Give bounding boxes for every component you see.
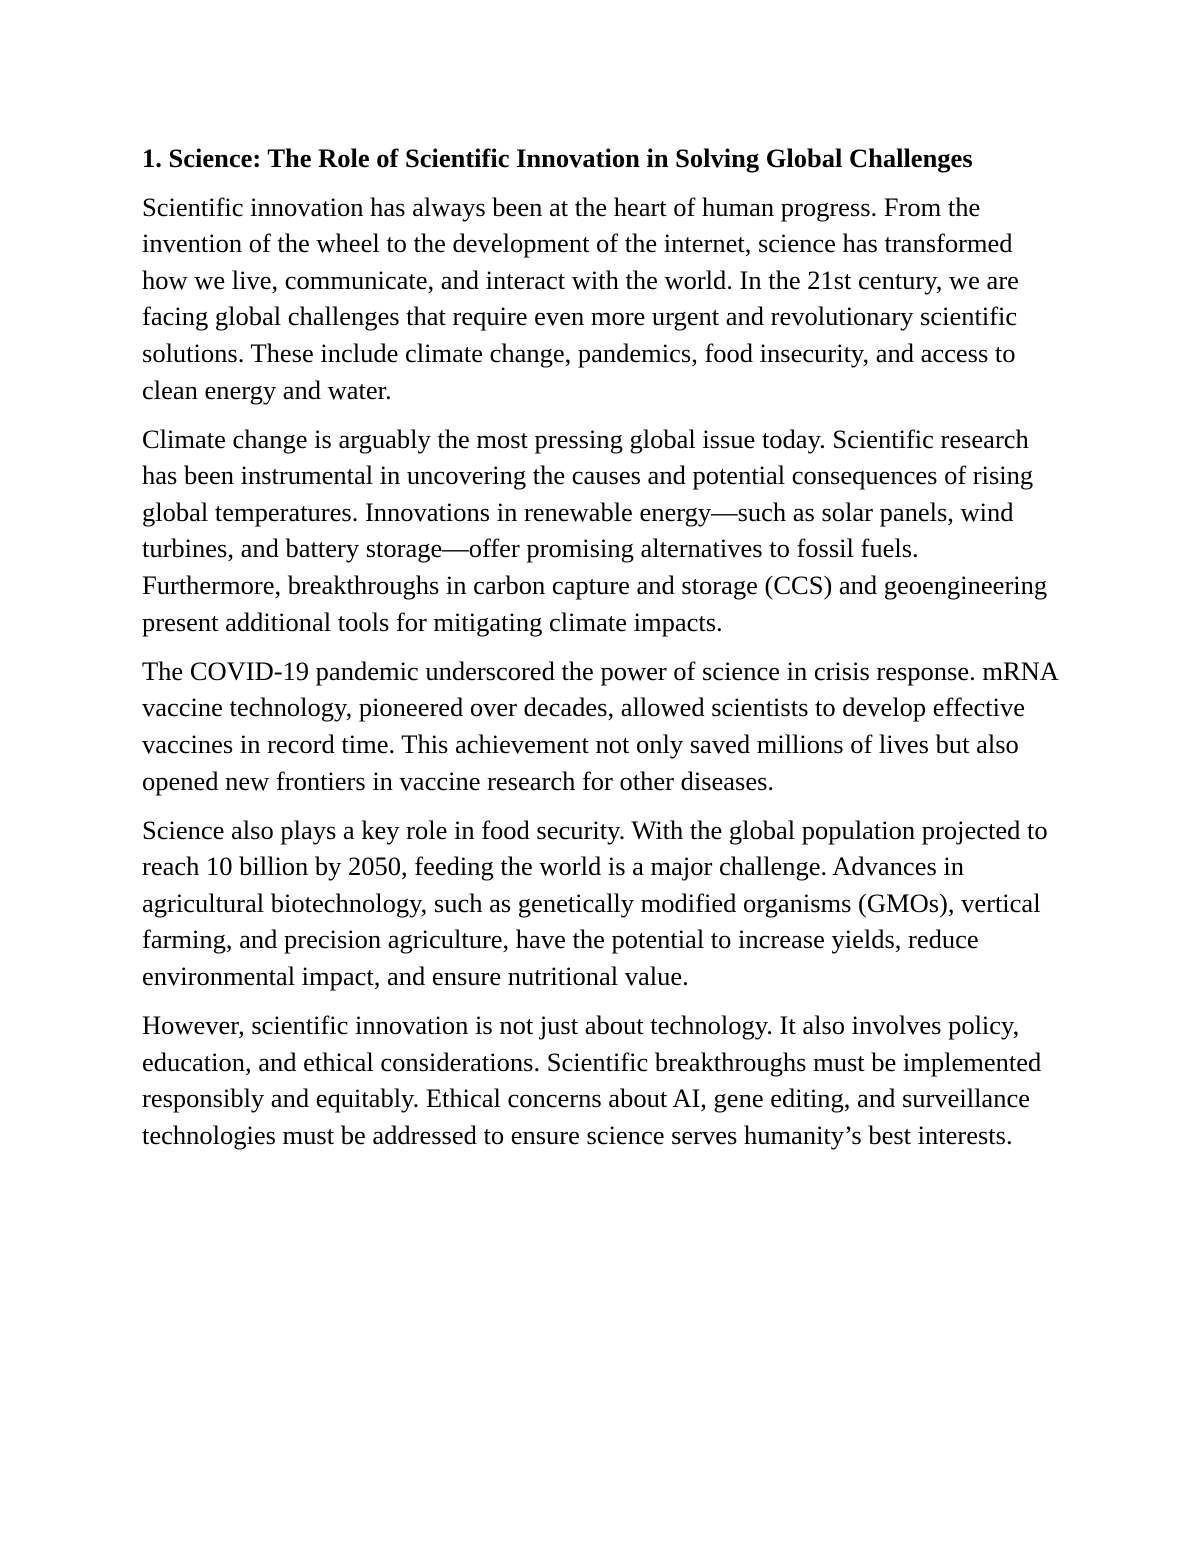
paragraph-covid-19: The COVID-19 pandemic underscored the power of science in crisis response. mRNA vaccine technology, pioneered over decades, allowed scientists to develop effective vaccines in record time. This achievement not only saved millions of lives but also opened new frontiers in vaccine research for other diseases. — [142, 655, 1058, 796]
paragraph-food-security: Science also plays a key role in food security. With the global population projected to reach 10 billion by 2050, feeding the world is a major challenge. Advances in agricultural biotechnology, such as genetically modified organisms (GMOs), vertical farming, and precision agriculture, have the potential to increase yields, reduce environmental impact, and ensure nutritional value. — [142, 814, 1048, 991]
paragraph-ethics: However, scientific innovation is not just about technology. It also involves policy, education, and ethical considerations. Scientific breakthroughs must be implemented responsibly and equitably. Ethical concerns about AI, gene editing, and surveillance technologies must be addressed to ensure science serves humanity’s best interests. — [142, 1010, 1042, 1150]
paragraph-intro: Scientific innovation has always been at the heart of human progress. From the invention of the wheel to the development of the internet, science has transformed how we live, communicate, and interact with the world. In the 21st century, we are facing global challenges that require even more urgent and revolutionary scientific solutions. These include climate change, pandemics, food insecurity, and access to clean energy and water. — [142, 191, 1019, 405]
document-body — [142, 140, 1062, 1166]
paragraph-climate-change: Climate change is arguably the most pressing global issue today. Scientific research has been instrumental in uncovering the causes and potential consequences of rising global temperatures. Innovations in renewable energy—such as solar panels, wind turbines, and battery storage—offer promising alternatives to fossil fuels. Furthermore, breakthroughs in carbon capture and storage (CCS) and geoengineering present additional tools for mitigating climate impacts. — [142, 423, 1048, 637]
section-heading: 1. Science: The Role of Scientific Innovation in Solving Global Challenges — [142, 143, 973, 173]
